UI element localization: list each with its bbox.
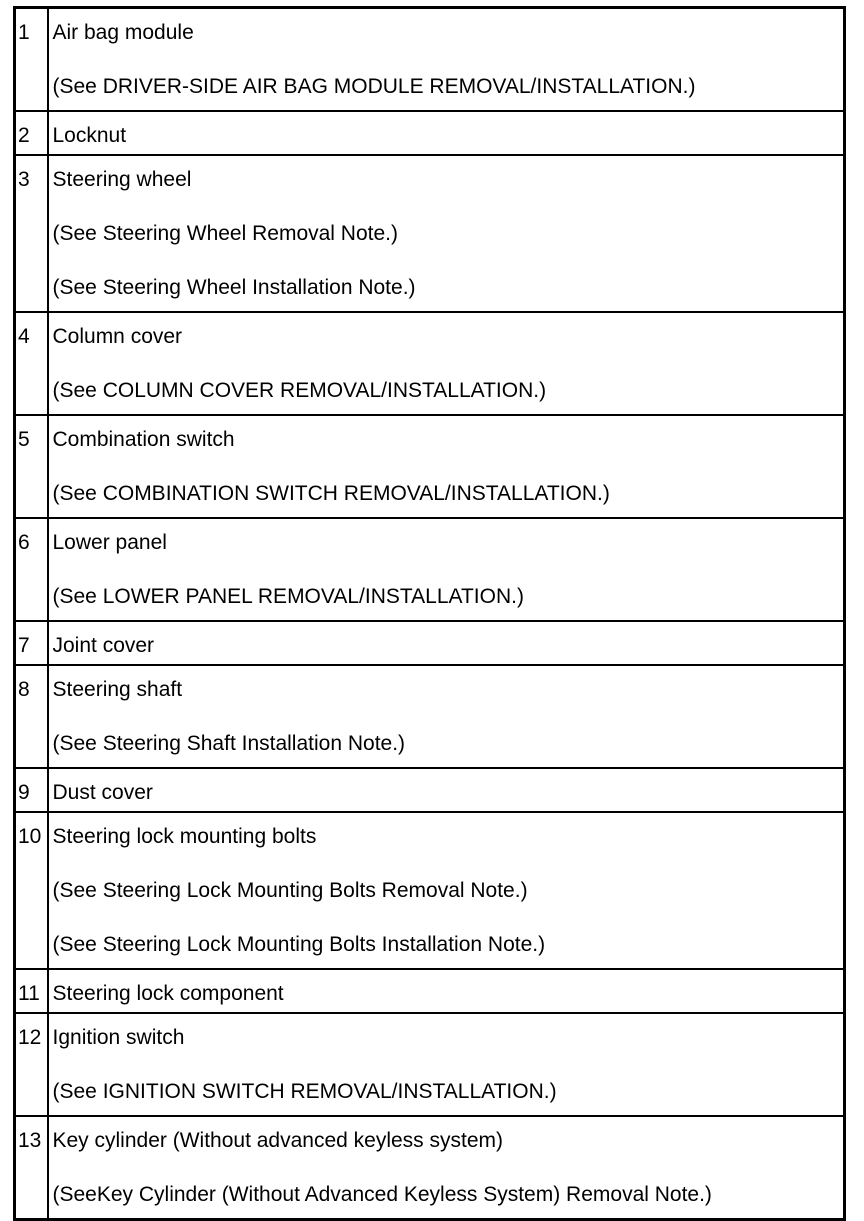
table-row: [15, 155, 845, 312]
component-name: Key cylinder (Without advanced keyless system): [52, 1129, 504, 1152]
table-row: [15, 621, 845, 665]
table-row: [15, 8, 845, 112]
reference-note: (See COMBINATION SWITCH REMOVAL/INSTALLATION.): [52, 482, 610, 505]
item-number: 11: [15, 969, 48, 1013]
table-row: [15, 415, 845, 518]
item-description: [48, 111, 845, 155]
component-name: Steering shaft: [52, 678, 183, 701]
item-number: 8: [15, 665, 48, 768]
table-row: [15, 1013, 845, 1116]
component-name: Steering lock mounting bolts: [52, 825, 317, 848]
item-description: [48, 812, 845, 969]
component-name: Locknut: [52, 124, 127, 147]
item-number: 12: [15, 1013, 48, 1116]
item-description: [48, 415, 845, 518]
reference-note: (See Steering Shaft Installation Note.): [52, 732, 406, 755]
item-number: 9: [15, 768, 48, 812]
component-name: Air bag module: [52, 21, 194, 44]
item-description: [48, 8, 845, 112]
item-description: [48, 969, 845, 1013]
component-name: Steering lock component: [52, 982, 284, 1005]
item-number: 10: [15, 812, 48, 969]
reference-note: (See IGNITION SWITCH REMOVAL/INSTALLATION.): [52, 1080, 557, 1103]
reference-note: (See Steering Wheel Installation Note.): [52, 276, 416, 299]
item-number: 4: [15, 312, 48, 415]
item-number: 5: [15, 415, 48, 518]
item-number: 1: [15, 8, 48, 112]
reference-note: (See DRIVER-SIDE AIR BAG MODULE REMOVAL/INSTALLATION.): [52, 75, 696, 98]
table-row: [15, 312, 845, 415]
item-description: [48, 621, 845, 665]
component-name: Lower panel: [52, 531, 167, 554]
reference-note: (See COLUMN COVER REMOVAL/INSTALLATION.): [52, 379, 547, 402]
table-row: [15, 812, 845, 969]
reference-note: (See Steering Wheel Removal Note.): [52, 222, 398, 245]
component-name: Steering wheel: [52, 168, 192, 191]
item-description: [48, 768, 845, 812]
parts-table-container: [13, 6, 843, 1221]
component-name: Dust cover: [52, 781, 153, 804]
table-row: [15, 969, 845, 1013]
reference-note: (See Steering Lock Mounting Bolts Removal Note.): [52, 879, 528, 902]
component-name: Ignition switch: [52, 1026, 185, 1049]
item-number: 13: [15, 1116, 48, 1220]
table-row: [15, 768, 845, 812]
item-number: 2: [15, 111, 48, 155]
parts-table-body: [15, 8, 845, 1220]
item-description: [48, 312, 845, 415]
item-number: 3: [15, 155, 48, 312]
reference-note: (SeeKey Cylinder (Without Advanced Keyless System) Removal Note.): [52, 1183, 712, 1206]
table-row: [15, 518, 845, 621]
table-row: [15, 665, 845, 768]
reference-note: (See LOWER PANEL REMOVAL/INSTALLATION.): [52, 585, 524, 608]
parts-table: [13, 6, 846, 1221]
item-description: [48, 518, 845, 621]
item-description: [48, 1013, 845, 1116]
item-number: 6: [15, 518, 48, 621]
component-name: Combination switch: [52, 428, 235, 451]
component-name: Column cover: [52, 325, 183, 348]
item-description: [48, 665, 845, 768]
item-number: 7: [15, 621, 48, 665]
table-row: [15, 111, 845, 155]
component-name: Joint cover: [52, 634, 155, 657]
reference-note: (See Steering Lock Mounting Bolts Installation Note.): [52, 933, 546, 956]
item-description: [48, 155, 845, 312]
